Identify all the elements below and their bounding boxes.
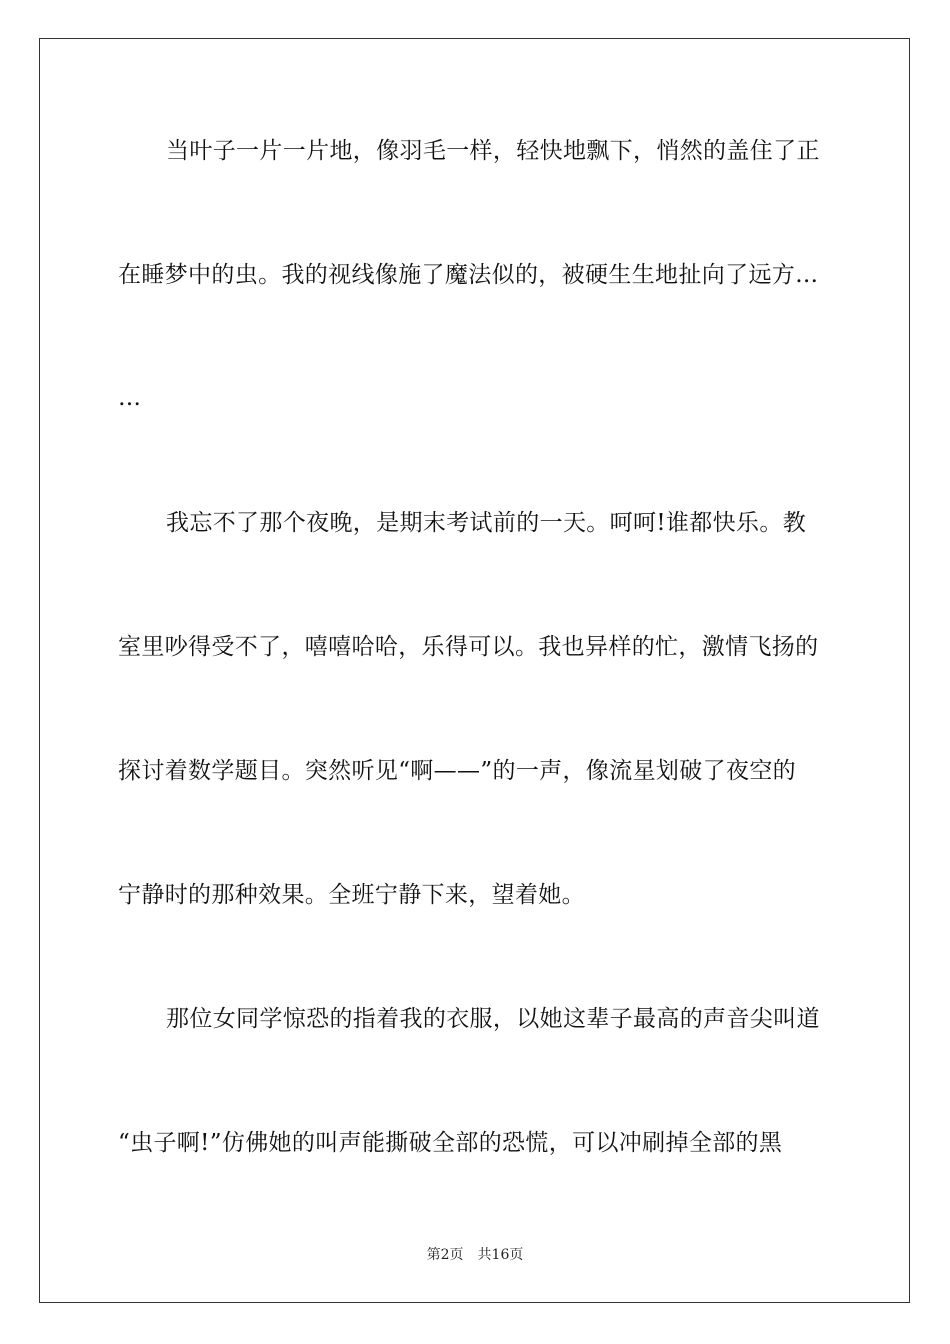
paragraph-3-line-2: “虫子啊!”仿佛她的叫声能撕破全部的恐慌，可以冲刷掉全部的黑 bbox=[118, 1130, 783, 1156]
paragraph-3-line-1: 那位女同学惊恐的指着我的衣服，以她这辈子最高的声音尖叫道 bbox=[166, 1006, 820, 1032]
paragraph-2-line-3: 探讨着数学题目。突然听见“啊——”的一声，像流星划破了夜空的 bbox=[118, 758, 797, 784]
paragraph-2-line-4: 宁静时的那种效果。全班宁静下来，望着她。 bbox=[118, 882, 585, 908]
paragraph-2-line-1: 我忘不了那个夜晚，是期末考试前的一天。呵呵!谁都快乐。教 bbox=[166, 510, 807, 536]
page-number-footer: 第2页 共16页 bbox=[426, 1247, 524, 1263]
paragraph-1-line-1: 当叶子一片一片地，像羽毛一样，轻快地飘下，悄然的盖住了正 bbox=[166, 138, 820, 164]
paragraph-1-line-3: … bbox=[118, 385, 142, 411]
page-border bbox=[39, 38, 910, 1303]
paragraph-1-line-2: 在睡梦中的虫。我的视线像施了魔法似的，被硬生生地扯向了远方… bbox=[118, 262, 819, 288]
paragraph-2-line-2: 室里吵得受不了，嘻嘻哈哈，乐得可以。我也异样的忙，激情飞扬的 bbox=[118, 634, 819, 660]
